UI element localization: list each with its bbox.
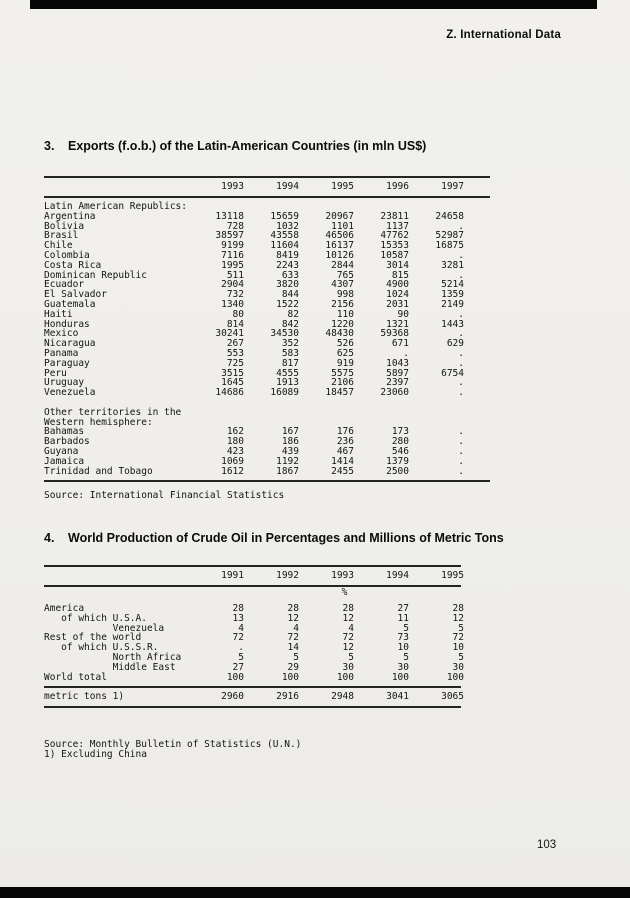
row-label: Middle East — [44, 661, 176, 673]
row-label: Brasil — [44, 230, 79, 242]
cell-value: 4307 — [331, 279, 354, 291]
cell-value: 10126 — [325, 249, 354, 261]
cell-value: 2149 — [441, 298, 464, 310]
cell-value: 3041 — [386, 691, 409, 703]
scan-artifact-bottom-bar — [0, 887, 630, 898]
year-column-1991: 1991 — [221, 570, 244, 581]
table4-source: Source: Monthly Bulletin of Statistics (U.N.) — [44, 739, 302, 751]
cell-value: . — [458, 269, 464, 281]
table-row — [44, 339, 464, 349]
cell-value: 72 — [342, 632, 354, 644]
cell-value: 72 — [287, 632, 299, 644]
cell-value: 1069 — [221, 455, 244, 467]
row-label: Trinidad and Tobago — [44, 465, 153, 477]
row-label: Mexico — [44, 328, 79, 340]
cell-value: . — [458, 357, 464, 369]
table-row — [44, 692, 464, 702]
row-label: Barbados — [44, 436, 90, 448]
cell-value: 10587 — [380, 249, 409, 261]
year-column-1996: 1996 — [386, 181, 409, 192]
cell-value: 671 — [391, 338, 409, 350]
cell-value: 5 — [293, 651, 299, 663]
row-label: Venezuela — [44, 387, 96, 399]
row-label: Colombia — [44, 249, 90, 261]
cell-value: 30 — [397, 661, 409, 673]
years-row — [44, 567, 464, 585]
row-label: Uruguay — [44, 377, 85, 389]
row-label: Guyana — [44, 445, 79, 457]
cell-value: 5575 — [331, 367, 354, 379]
cell-value: 47762 — [380, 230, 409, 242]
table-row — [44, 467, 464, 477]
cell-value: 15353 — [380, 240, 409, 252]
cell-value: 817 — [281, 357, 299, 369]
cell-value: . — [458, 308, 464, 320]
cell-value: 2156 — [331, 298, 354, 310]
cell-value: 5 — [403, 622, 409, 634]
table4-rule-mid — [44, 686, 461, 688]
cell-value: 467 — [336, 445, 354, 457]
cell-value: 46506 — [325, 230, 354, 242]
cell-value: 4 — [293, 622, 299, 634]
page-number: 103 — [537, 839, 557, 851]
cell-value: 4900 — [386, 279, 409, 291]
row-label: metric tons 1) — [44, 691, 125, 703]
row-label: Costa Rica — [44, 259, 102, 271]
cell-value: 29 — [287, 661, 299, 673]
year-column-1995: 1995 — [331, 181, 354, 192]
cell-value: 13 — [232, 612, 244, 624]
cell-value: 15659 — [270, 210, 299, 222]
cell-value: 1220 — [331, 318, 354, 330]
cell-value: 732 — [226, 289, 244, 301]
year-column-1993: 1993 — [331, 570, 354, 581]
cell-value: 814 — [226, 318, 244, 330]
cell-value: 52987 — [435, 230, 464, 242]
row-label: Argentina — [44, 210, 96, 222]
table3-title — [44, 139, 490, 154]
table3-rule-bottom — [44, 480, 490, 482]
cell-value: 14686 — [215, 387, 244, 399]
cell-value: . — [403, 347, 409, 359]
cell-value: 919 — [336, 357, 354, 369]
row-label: Rest of the world — [44, 632, 142, 644]
table3-rule-header — [44, 196, 490, 198]
row-label: Chile — [44, 240, 73, 252]
cell-value: 352 — [281, 338, 299, 350]
cell-value: 1321 — [386, 318, 409, 330]
row-label: Latin American Republics: — [44, 201, 187, 212]
cell-value: 90 — [397, 308, 409, 320]
cell-value: 633 — [281, 269, 299, 281]
cell-value: 100 — [336, 671, 354, 683]
cell-value: 24658 — [435, 210, 464, 222]
cell-value: 2948 — [331, 691, 354, 703]
table3-body — [44, 202, 464, 476]
spacer-cell — [44, 587, 189, 598]
row-label: Guatemala — [44, 298, 96, 310]
year-column-1995: 1995 — [441, 570, 464, 581]
cell-value: 1414 — [331, 455, 354, 467]
cell-value: 526 — [336, 338, 354, 350]
cell-value: 12 — [452, 612, 464, 624]
cell-value: 1340 — [221, 298, 244, 310]
year-column-1992: 1992 — [276, 570, 299, 581]
section-exports-table — [44, 139, 490, 501]
cell-value: 23811 — [380, 210, 409, 222]
cell-value: 82 — [287, 308, 299, 320]
section-crude-oil-table — [44, 531, 504, 760]
cell-value: 34530 — [270, 328, 299, 340]
table3-title-text: Exports (f.o.b.) of the Latin-American Countries (in mln US$) — [68, 139, 427, 153]
table3-source: Source: International Financial Statistics — [44, 490, 285, 502]
cell-value: 2960 — [221, 691, 244, 703]
cell-value: 4 — [238, 622, 244, 634]
cell-value: . — [458, 445, 464, 457]
running-header: Z. International Data — [446, 29, 561, 41]
cell-value: 9199 — [221, 240, 244, 252]
cell-value: 180 — [226, 436, 244, 448]
cell-value: 3515 — [221, 367, 244, 379]
table4-footnote: 1) Excluding China — [44, 749, 147, 761]
cell-value: 10 — [452, 642, 464, 654]
cell-value: 16137 — [325, 240, 354, 252]
year-column-1994: 1994 — [276, 181, 299, 192]
row-label: Other territories in the — [44, 406, 182, 418]
cell-value: 3014 — [386, 259, 409, 271]
table4-year-header — [44, 567, 464, 585]
cell-value: 72 — [232, 632, 244, 644]
cell-value: 30 — [342, 661, 354, 673]
cell-value: 5214 — [441, 279, 464, 291]
cell-value: 625 — [336, 347, 354, 359]
cell-value: . — [458, 465, 464, 477]
cell-value: 100 — [226, 671, 244, 683]
cell-value: 3281 — [441, 259, 464, 271]
cell-value: 2243 — [276, 259, 299, 271]
cell-value: 815 — [391, 269, 409, 281]
cell-value: 1379 — [386, 455, 409, 467]
cell-value: 765 — [336, 269, 354, 281]
cell-value: 38597 — [215, 230, 244, 242]
year-column-1997: 1997 — [441, 181, 464, 192]
cell-value: 100 — [281, 671, 299, 683]
cell-value: 1645 — [221, 377, 244, 389]
cell-value: 629 — [446, 338, 464, 350]
cell-value: 11 — [397, 612, 409, 624]
cell-value: . — [458, 249, 464, 261]
cell-value: 59368 — [380, 328, 409, 340]
row-label: Western hemisphere: — [44, 416, 153, 428]
cell-value: 2904 — [221, 279, 244, 291]
row-label: El Salvador — [44, 289, 107, 301]
cell-value: 3820 — [276, 279, 299, 291]
cell-value: 43558 — [270, 230, 299, 242]
table4-metric-tons-row — [44, 692, 464, 702]
cell-value: 1612 — [221, 465, 244, 477]
cell-value: 20967 — [325, 210, 354, 222]
cell-value: 12 — [287, 612, 299, 624]
cell-value: 80 — [232, 308, 244, 320]
cell-value: 1192 — [276, 455, 299, 467]
cell-value: 162 — [226, 426, 244, 438]
row-label: Venezuela — [44, 622, 165, 634]
year-column-1993: 1993 — [221, 181, 244, 192]
percent-unit-label: % — [341, 587, 348, 598]
cell-value: 100 — [446, 671, 464, 683]
table3-number: 3. — [44, 139, 55, 153]
cell-value: 4555 — [276, 367, 299, 379]
row-label: Haiti — [44, 308, 73, 320]
cell-value: 73 — [397, 632, 409, 644]
cell-value: 2844 — [331, 259, 354, 271]
cell-value: 28 — [232, 603, 244, 614]
row-label: Panama — [44, 347, 79, 359]
table4-body — [44, 604, 464, 682]
cell-value: 110 — [336, 308, 354, 320]
cell-value: 14 — [287, 642, 299, 654]
row-label: of which U.S.A. — [44, 612, 147, 624]
row-label: Jamaica — [44, 455, 85, 467]
cell-value: 2397 — [386, 377, 409, 389]
cell-value: . — [458, 426, 464, 438]
row-label: Paraguay — [44, 357, 90, 369]
cell-value: 176 — [336, 426, 354, 438]
cell-value: 5 — [458, 622, 464, 634]
cell-value: 3065 — [441, 691, 464, 703]
cell-value: 48430 — [325, 328, 354, 340]
row-label: of which U.S.S.R. — [44, 642, 159, 654]
cell-value: 842 — [281, 318, 299, 330]
table4-title-text: World Production of Crude Oil in Percentages and Millions of Metric Tons — [68, 531, 504, 545]
cell-value: 11604 — [270, 240, 299, 252]
cell-value: 1024 — [386, 289, 409, 301]
row-label: Nicaragua — [44, 338, 96, 350]
spacer-cell — [44, 567, 189, 585]
table-row — [44, 388, 464, 398]
cell-value: 1443 — [441, 318, 464, 330]
cell-value: 27 — [232, 661, 244, 673]
cell-value: 1137 — [386, 220, 409, 232]
cell-value: 5 — [458, 651, 464, 663]
row-label: World total — [44, 671, 107, 683]
cell-value: 4 — [348, 622, 354, 634]
cell-value: 30 — [452, 661, 464, 673]
row-label: Peru — [44, 367, 67, 379]
row-label: Bolivia — [44, 220, 85, 232]
cell-value: 2031 — [386, 298, 409, 310]
cell-value: 5 — [403, 651, 409, 663]
cell-value: 267 — [226, 338, 244, 350]
cell-value: 1032 — [276, 220, 299, 232]
table4-rule-bottom — [44, 706, 461, 708]
cell-value: 28 — [287, 603, 299, 614]
cell-value: 423 — [226, 445, 244, 457]
row-label: Honduras — [44, 318, 90, 330]
cell-value: 100 — [391, 671, 409, 683]
cell-value: 553 — [226, 347, 244, 359]
cell-value: 5897 — [386, 367, 409, 379]
cell-value: 236 — [336, 436, 354, 448]
cell-value: 1995 — [221, 259, 244, 271]
cell-value: . — [238, 642, 244, 654]
cell-value: 546 — [391, 445, 409, 457]
cell-value: 1101 — [331, 220, 354, 232]
cell-value: 8419 — [276, 249, 299, 261]
cell-value: 23060 — [380, 387, 409, 399]
table3-year-header — [44, 178, 464, 196]
cell-value: 2916 — [276, 691, 299, 703]
cell-value: . — [458, 220, 464, 232]
cell-value: 7116 — [221, 249, 244, 261]
cell-value: 5 — [348, 651, 354, 663]
cell-value: 27 — [397, 603, 409, 614]
cell-value: 72 — [452, 632, 464, 644]
year-column-1994: 1994 — [386, 570, 409, 581]
row-label: Dominican Republic — [44, 269, 147, 281]
cell-value: . — [458, 387, 464, 399]
cell-value: 280 — [391, 436, 409, 448]
cell-value: 28 — [452, 603, 464, 614]
cell-value: 725 — [226, 357, 244, 369]
cell-value: . — [458, 328, 464, 340]
spacer-cell — [44, 178, 189, 196]
cell-value: 1522 — [276, 298, 299, 310]
cell-value: 10 — [397, 642, 409, 654]
table4-unit-row — [44, 587, 464, 598]
cell-value: . — [458, 436, 464, 448]
table-row — [44, 673, 464, 683]
cell-value: 439 — [281, 445, 299, 457]
cell-value: 1867 — [276, 465, 299, 477]
cell-value: . — [458, 377, 464, 389]
cell-value: 18457 — [325, 387, 354, 399]
cell-value: 844 — [281, 289, 299, 301]
row-label: America — [44, 603, 85, 614]
cell-value: 167 — [281, 426, 299, 438]
cell-value: 173 — [391, 426, 409, 438]
unit-row — [44, 587, 464, 598]
row-label: North Africa — [44, 651, 182, 663]
cell-value: 998 — [336, 289, 354, 301]
cell-value: 728 — [226, 220, 244, 232]
cell-value: 2106 — [331, 377, 354, 389]
cell-value: 13118 — [215, 210, 244, 222]
table4-number: 4. — [44, 531, 55, 545]
cell-value: 16875 — [435, 240, 464, 252]
table4-title — [44, 531, 504, 546]
cell-value: 12 — [342, 612, 354, 624]
cell-value: 6754 — [441, 367, 464, 379]
cell-value: 511 — [226, 269, 244, 281]
cell-value: 30241 — [215, 328, 244, 340]
cell-value: 2455 — [331, 465, 354, 477]
cell-value: 5 — [238, 651, 244, 663]
cell-value: . — [458, 347, 464, 359]
cell-value: 16089 — [270, 387, 299, 399]
cell-value: 186 — [281, 436, 299, 448]
scan-artifact-top-bar — [30, 0, 597, 9]
cell-value: 2500 — [386, 465, 409, 477]
row-label: Ecuador — [44, 279, 85, 291]
row-label: Bahamas — [44, 426, 85, 438]
cell-value: 1359 — [441, 289, 464, 301]
cell-value: 1913 — [276, 377, 299, 389]
cell-value: 28 — [342, 603, 354, 614]
cell-value: 12 — [342, 642, 354, 654]
cell-value: . — [458, 455, 464, 467]
cell-value: 1043 — [386, 357, 409, 369]
cell-value: 583 — [281, 347, 299, 359]
years-row — [44, 178, 464, 196]
